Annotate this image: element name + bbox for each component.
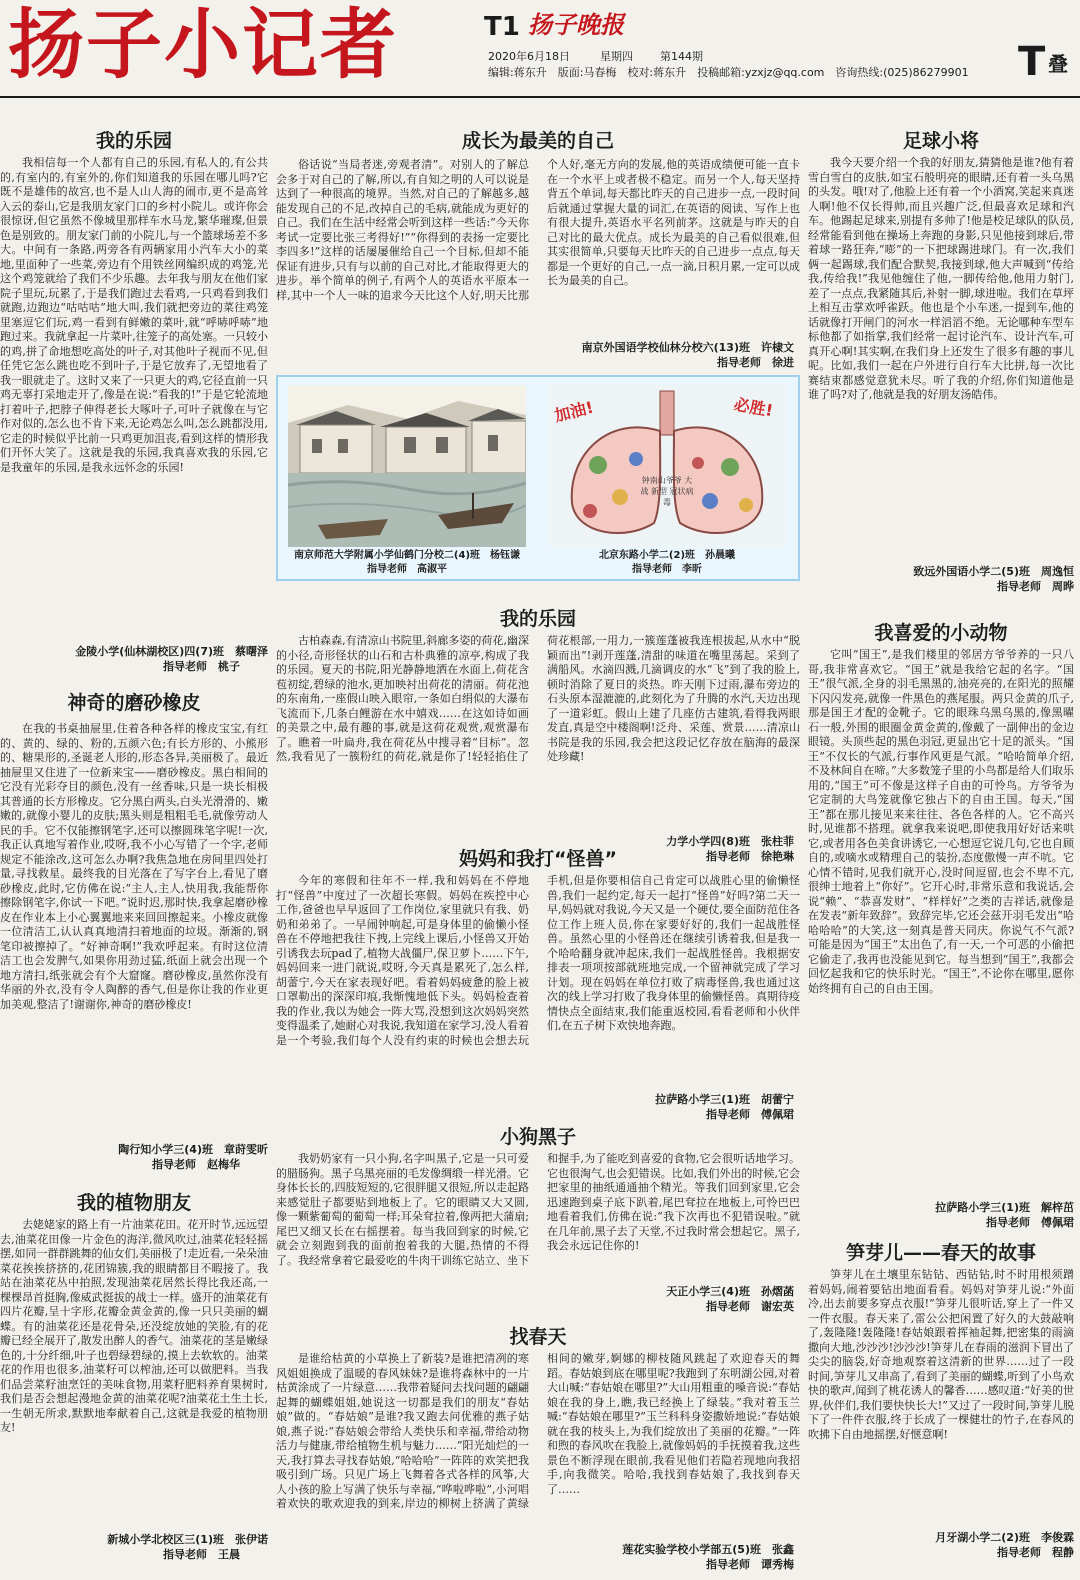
- lung-painting-text: 钟南山爷爷 大战 新型 冠状病毒: [640, 476, 694, 507]
- article-title: 足球小将: [902, 130, 979, 152]
- issue-date: 2020年6月18日: [488, 50, 570, 63]
- artwork-left-school: 南京师范大学附属小学仙鹤门分校二(4)班 杨钰谦: [293, 550, 521, 561]
- article-title: 神奇的磨砂橡皮: [67, 692, 201, 714]
- article-body: 我今天要介绍一个我的好朋友,猜猜他是谁?他有着雪白雪白的皮肤,如宝石般明亮的眼睛,还有着一头乌黑的头发。哦!对了,他脸上还有着一个小酒窝,笑起来真迷人啊!他不仅长得帅,而且兴趣广泛,但最喜欢足球和汽车。他踢起足球来,别提有多帅了!他是校足球队的队员,经常能看到他在操场上奔跑的身影,只见他接到球后,带着球一路狂奔,“嘭”的一下把球踢进球门。有一次,我们俩一起踢球,我们配合默契,我接到球,他大声喊到“传给我,传给我!”我见他缠住了他,一脚传给他,他用力射门,差了一点点,我紧随其后,补射一脚,球进啦。我们在草坪上相互击掌欢呼雀跃。他也是个小车迷,一提到车,他的话就像打开闸门的河水一样滔滔不绝。无论哪种车型车标他都了如指掌,我们经常一起讨论汽车、设计汽车,可真开心啊!其实啊,在我们身上还发生了很多有趣的事儿呢。比如,我们一起在户外进行自行车大比拼,每一次比赛结束都感觉意犹未尽。听了我的介绍,你们知道他是谁了吗?对了,他就是我的好朋友汤皓伟。: [808, 156, 1074, 401]
- artwork-panel: [276, 375, 800, 581]
- masthead-title: 扬子小记者: [8, 0, 398, 89]
- newspaper-logo: 扬子晚报: [528, 10, 624, 39]
- article-teacher: 指导老师 谭秀梅: [706, 1558, 794, 1571]
- article-my-paradise-1: [0, 128, 268, 674]
- article-teacher: 指导老师 傅佩珺: [706, 1108, 794, 1121]
- article-teacher: 指导老师 赵梅华: [152, 1158, 240, 1171]
- article-teacher: 指导老师 谢宏英: [706, 1300, 794, 1313]
- article-my-paradise-2: [276, 606, 800, 864]
- article-school: 天正小学三(4)班 孙熠菡: [666, 1285, 794, 1298]
- article-teacher: 指导老师 周晔: [997, 580, 1074, 593]
- staff-line: 编辑:蒋东升 版面:马春梅 校对:蒋东升 投稿邮箱:yzxjz@qq.com 咨询热线:(025)86279901: [488, 66, 969, 79]
- page-number: T1: [484, 12, 520, 42]
- article-puppy: [276, 1124, 800, 1314]
- article-monster: [276, 846, 800, 1122]
- article-teacher: 指导老师 徐艳琳: [706, 850, 794, 863]
- article-school: 致远外国语小学二(5)班 周逸恒: [913, 565, 1074, 578]
- article-body: 我相信每一个人都有自己的乐园,有私人的,有公共的,有室内的,有室外的,你们知道我的乐园在哪儿吗?它既不是雄伟的故宫,也不是人山人海的闹市,更不是高耸入云的泰山,它是我朋友家门口的乡村小院儿。或许你会很惊讶,但它虽然不像城里那样车水马龙,繁华璀璨,但景色是别致的。朋友家门前的小院儿,与一个篮球场差不多大。中间有一条路,两旁各有两辆家用小汽车大小的菜地,里面种了一些菜,旁边有个用铁丝网编织成的鸡笼,光这个鸡笼就给了我们不少乐趣。去年我与朋友在他们家院子里玩,玩累了,于是我们跑过去看鸡,一只鸡看到我们就跑,边跑边“咕咕咕”地大叫,我们就把旁边的菜往鸡笼里塞逗它们玩,鸡一看到有鲜嫩的菜叶,就“呼哧呼哧”地跑过来。我就拿起一片菜叶,往笼子的高处塞。一只较小的鸡,拼了命地想吃高处的叶子,对其他叶子视而不见,但任凭它怎么跳也吃不到叶子,于是它放弃了,无望地看了我一眼就走了。这时又来了一只更大的鸡,它径直前一只鸡无辜打采地走开了,像是在说:“看我的!”于是它轮流地打着叶子,把脖子伸得老长大啄叶子,可叶子就像在与它作对似的,怎么也不肯下来,无论鸡怎么叫,怎么跳都没用,它走的时候似乎比前一只鸡更加沮丧,看到这样的情形我们开怀大笑了。这就是我的乐园,我真喜欢我的乐园,它是我童年的乐园,是我永远怀念的乐园!: [0, 156, 268, 474]
- article-title: 我的乐园: [499, 608, 576, 630]
- article-school: 金陵小学(仙林湖校区)四(7)班 蔡曙泽: [75, 645, 268, 658]
- article-body: 它叫“国王”,是我们楼里的邻居方爷爷养的一只八哥,我非常喜欢它。“国王”就是我给它起的名字。“国王”很气派,全身的羽毛黑黑的,油亮亮的,在阳光的照耀下闪闪发亮,就像一件黑色的燕尾服。两只金黄的爪子,那是国王才配的金靴子。它的眼珠乌黑乌黑的,像黑曜石一般,外围的眼圈金黄金黄的,像戴了一副伸出的金边眼镜。头顶些起的黑色羽冠,更显出它十足的派头。“国王”不仅长的气派,行事作风更是气派。“哈哈简单介绍,不及林间自在啼。”大多数笼子里的小鸟都是给人们取乐用的,“国王”可不像是这样子自由的可怜鸟。方爷爷为它定制的大鸟笼就像它独占下的自由王国。每天,“国王”都在那儿接见来来往往、各色各样的人。它不高兴时,见谁都不搭理。就拿我来说吧,即使我用好好话来哄它,或者用各色美食讲诱它,一心想逗它说几句,它也自顾自的,或嘀水或精理自己的装扮,态度傲慢一声不吭。它心情不错时,见我们就开心,没时间逗留,也会不卑不亢,很绅士地着上“你好”。它开心时,非常乐意和我说话,会说“赖”、“恭喜发财”、“样样好”之类的吉祥话,就像是在发表“新年致辞”。致辞完毕,它还会兹开羽毛发出“哈哈哈哈”的大笑,这一刻真是普天同庆。你说气不气派?可能是因为“国王”太出色了,有一天,一个可恶的小偷把它偷走了,我再也没能见到它。每当想到“国王”,我都会回忆起我和它的快乐时光。“国王”,不论你在哪里,愿你始终拥有自己的自由王国。: [808, 648, 1074, 995]
- article-school: 月牙湖小学二(2)班 李俊霖: [935, 1531, 1074, 1544]
- article-school: 陶行知小学三(4)班 章莳雯昕: [118, 1143, 268, 1156]
- article-bamboo: [808, 1240, 1074, 1560]
- cheer-text-left: 加油!: [552, 397, 596, 426]
- cheer-text-right: 必胜!: [732, 394, 775, 421]
- article-title: 妈妈和我打“怪兽”: [459, 848, 617, 870]
- masthead-rule: [0, 96, 1080, 98]
- issue-weekday: 星期四: [600, 50, 633, 63]
- article-title: 笋芽儿——春天的故事: [845, 1242, 1036, 1264]
- article-body: 俗话说“当局者迷,旁观者清”。对别人的了解总会多于对自己的了解,所以,有自知之明的人可以说是达到了一种很高的境界。当然,对自己的了解越多,越能发现自己的不足,改掉自己的毛病,就能成为更好的自己。我们在生活中经常会听到这样一些话:“今天你考试一定要比张三考得好!”“你得到的表扬一定要比李四多!”这样的话屡屡催给自己一个目标,但却不能保证有进步,只有与以前的自己对比,才能取得更大的进步。举个简单的例子,有两个人的英语水平原本一样,其中一个人一味的追求今天比这个人好,明天比那个人好,毫无方向的发展,他的英语成绩便可能一直卡在一个水平上或者极不稳定。而另一个人,每天坚持背五个单词,每天都比昨天的自己进步一点,一段时间后就通过掌握大量的词汇,在英语的阅读、写作上也有很大提升,英语水平名列前茅。这就是与昨天的自己对比的最大优点。成长为最美的自己看似很难,但其实很简单,只要每天比昨天的自己进步一点点,每天都是一个更好的自己,一点一滴,日积月累,一定可以成长为最美的自己。: [276, 158, 800, 302]
- article-school: 拉萨路小学三(1)班 解梓茁: [935, 1201, 1074, 1214]
- artwork-right-teacher: 指导老师 李昕: [632, 564, 702, 575]
- watercolor-painting: [288, 385, 526, 547]
- article-body: 是谁给枯黄的小草换上了新装?是谁把清冽的寒风姐姐换成了温暖的春风妹妹?是谁将森林中的一片枯黄涂成了一片绿意……我带着疑问去找问题的翩翩起舞的蝴蝶姐姐,她说这一切都是我们的朋友“春姑娘”做的。“春姑娘”是谁?我又跑去问优雅的燕子姑娘,燕子说:“春姑娘会带给人类快乐和幸福,带给动物活力与健康,带给植物生机与魅力……”阳光灿烂的一天,我打算去寻找春姑娘,“哈哈哈”一阵阵的欢笑把我吸引到广场。只见广场上飞舞着各式各样的风筝,大人小孩的脸上写满了快乐与幸福,“哗啦哗啦”,小河唱着欢快的歌欢迎我的到来,岸边的柳树上挤满了黄绿相间的嫩芽,婀娜的柳枝随风跳起了欢迎春天的舞蹈。春姑娘到底在哪里呢?我跑到了东明湖公园,对着大山喊:“春姑娘在哪里?”大山用粗重的嗓音说:“春姑娘在我的身上,瞧,我已经换上了绿装。”我对着玉兰喊:“春姑娘在哪里?”玉兰科科身姿撒娇地说:“春姑娘就在我的枝头上,为我们绽放出了美丽的花瓣。”一阵和煦的春风吹在我脸上,就像妈妈的手抚摸着我,这些景色不断浮现在眼前,我看见他们若隐若现地向我招手,向我微笑。哈哈,我找到春姑娘了,我找到春天了……: [276, 1352, 800, 1510]
- article-teacher: 指导老师 桃子: [163, 660, 240, 673]
- article-title: 成长为最美的自己: [461, 130, 614, 152]
- section-char: 叠: [1048, 52, 1068, 76]
- article-school: 莲花实验学校小学部五(5)班 张鑫: [622, 1543, 794, 1556]
- article-school: 新城小学北校区三(1)班 张伊诺: [107, 1533, 268, 1546]
- section-letter: T: [1018, 39, 1046, 85]
- article-title: 我的乐园: [95, 130, 172, 152]
- article-spring: [276, 1324, 800, 1572]
- article-body: 笋芽儿在土壤里东钻钻、西钻钻,时不时用根须蹭着妈妈,闹着要钻出地面看看。妈妈对笋芽儿说:“外面冷,出去前要多穿点衣服!”笋芽儿很听话,穿上了一件又一件衣服。春天来了,雷公公把闲置了好久的大鼓敲响了,轰隆隆!轰隆隆!春姑娘跟着挥袖起舞,把密集的雨滴撒向大地,沙沙沙!沙沙沙!笋芽儿在春雨的滋润下冒出了尖尖的脑袋,好奇地观察着这清新的世界……过了一段时间,笋芽儿又串高了,看到了美丽的蝴蝶,听到了小鸟欢快的歌声,闻到了桃花诱人的馨香……感叹道:“好美的世界,伙伴们,我们要快快长大!”又过了一段时间,笋芽儿脱下了一件件衣服,终于长成了一棵健壮的竹子,在春风的吹拂下自由地摇摆,好惬意啊!: [808, 1268, 1074, 1441]
- artwork-left-teacher: 指导老师 高淑平: [367, 564, 447, 575]
- article-body: 我奶奶家有一只小狗,名字叫黑子,它是一只可爱的腊肠狗。黑子乌黑亮丽的毛发像绸缎一样光滑。它身体长长的,四肢短短的,它很胖腿又很短,所以走起路来感觉肚子都要贴到地板上了。它的眼睛又大又圆,像一颗紫葡萄的葡萄一样;耳朵耷拉着,像两把大蒲扇;尾巴又细又长在右摇摆着。每当我回到家的时候,它就会立刻跑到我的面前抱着我的大腿,热情的不得了。我经常拿着它最爱吃的牛肉干训练它站立、坐下和握手,为了能吃到喜爱的食物,它会很听话地学习。它也很淘气,也会犯错误。比如,我们外出的时候,它会把家里的抽纸通通抽个精光。等我们回到家里,它会迅速跑到桌子底下趴着,尾巴耷拉在地板上,可怜巴巴地看着我们,仿佛在说:“我下次再也不犯错误啦。”就在几年前,黑子去了天堂,不过我时常会想起它。黑子,我会永远记住你的!: [276, 1152, 800, 1267]
- article-title: 我喜爱的小动物: [874, 622, 1008, 644]
- article-title: 我的植物朋友: [76, 1192, 191, 1214]
- article-school: 拉萨路小学三(1)班 胡蕾宁: [655, 1093, 794, 1106]
- article-teacher: 指导老师 傅佩珺: [986, 1216, 1074, 1229]
- article-teacher: 指导老师 徐进: [717, 356, 794, 369]
- article-body: 去姥姥家的路上有一片油菜花田。花开时节,远远望去,油菜花田像一片金色的海洋,微风吹过,油菜花轻轻摇摆,如同一群群跳舞的仙女们,美丽极了!走近看,一朵朵油菜花挨挨挤挤的,花团锦簇,我的眼睛都目不暇接了。我站在油菜花丛中拍照,发现油菜花居然长得比我还高,一棵棵昂首挺胸,像威武挺拔的战士一样。盛开的油菜花有四片花瓣,呈十字形,花瓣金黄金黄的,像一只只美丽的蝴蝶。有的油菜花还是花骨朵,还没绽放她的笑脸,有的花瓣已经全展开了,散发出醉人的香气。油菜花的茎是嫩绿色的,十分纤细,叶子也碧绿碧绿的,摸上去软软的。油菜花的作用也很多,油菜籽可以榨油,还可以做肥料。当我们品尝菜籽油烹饪的美味食物,用菜籽肥料养育果树时,我们是否会想起漫地金黄的油菜花呢?油菜花土生土长,一生朝无所求,默默地奉献着自己,这就是我爱的植物朋友!: [0, 1218, 268, 1434]
- article-plant-friend: [0, 1190, 268, 1562]
- article-body: 古柏森森,有清凉山书院里,斜廊多姿的荷花,幽深的小径,奇形怪状的山石和古朴典雅的凉亭,构成了我的乐园。夏天的书院,阳光静静地洒在水面上,荷花含苞初绽,碧绿的池水,更加映衬出荷花的清丽。荷花池的东南角,一座假山映入眼帘,一条如白绢似的大瀑布飞流而下,几条白鲤游在水中嬉戏……在这如诗如画的美景之中,最有趣的事,就是这荷花观赏,观赏瀑布了。瞧着一叶扁舟,我在荷花丛中搜寻着“目标”。忽然,我看见了一簇粉红的荷花,就是你了!轻轻掐住了荷花根部,一用力,一簇莲蓬被我连根拔起,从水中“脱颖而出”!剥开莲蓬,清甜的味道在嘴里荡起。采到了满船风。水滴四溅,几滴调皮的水“飞”到了我的脸上,顿时消除了夏日的炎热。昨天刚下过雨,瀑布旁边的石头原本湿漉漉的,此刻化为了升腾的水汽,天边出现了一道彩虹。假山上建了几座仿古建筑,看得我两眼发直,真是空中楼阁啊!泛舟、采莲、赏景……清凉山书院是我的乐园,我会把这段记忆存放在脑海的最深处珍藏!: [276, 634, 800, 763]
- article-title: 小狗黑子: [499, 1126, 576, 1148]
- article-school: 南京外国语学校仙林分校六(13)班 许棣文: [581, 341, 794, 354]
- artwork-right-school: 北京东路小学二(2)班 孙晨曦: [598, 550, 736, 561]
- article-teacher: 指导老师 王晨: [163, 1548, 240, 1561]
- article-school: 力学小学四(8)班 张柱菲: [666, 835, 794, 848]
- article-body: 今年的寒假和往年不一样,我和妈妈在不停地打“怪兽”中度过了一次超长寒假。妈妈在疾控中心工作,爸爸也早早返回了工作岗位,家里就只有我、奶奶和弟弟了。一早闹钟响起,可是身体里的偷懒小怪兽在不停地把我往下拽,上完线上课后,小怪兽又开始引诱我去玩pad了,植物大战僵尸,保卫萝卜……下午,妈妈回来一进门就说,哎呀,今天真是累死了,怎么样,胡蕾宁,今天在家表现好吧。看着妈妈疲惫的脸上被口罩勒出的深深印痕,我惭愧地低下头。妈妈检查着我的作业,我以为她会一阵大骂,没想到这次妈妈突然变得温柔了,她耐心对我说,我知道在家学习,没人看着是一个考验,我们每个人没有约束的时候也会想去玩手机,但是你要相信自己肯定可以战胜心里的偷懒怪兽,我们一起约定,每天一起打“怪兽”好吗?第二天一早,妈妈就对我说,今天又是一个硬仗,要全面防范住各位工作上班人员,你在家要好好的,我们一起战胜怪兽。虽然心里的小怪兽还在继续引诱着我,但是我一个哈哈翻身就冲起床,我们一起战胜怪兽。我根据安排表一项项按部就班地完成,一个留神就完成了学习计划。现在妈妈在单位打败了病毒怪兽,我也通过这次的线上学习打败了我身体里的偷懒怪兽。真期待疫情快点全面结束,我们能重返校园,看看老师和小伙伴们,在五子树下欢快地奔跑。: [276, 874, 800, 1047]
- article-grow-best-self: [276, 128, 800, 370]
- article-teacher: 指导老师 程静: [997, 1546, 1074, 1559]
- lung-painting: [548, 385, 786, 547]
- article-title: 找春天: [509, 1326, 567, 1348]
- issue-number: 第144期: [660, 50, 703, 63]
- article-pet: [808, 620, 1074, 1230]
- article-body: 在我的书桌抽屉里,住着各种各样的橡皮宝宝,有红的、黄的、绿的、粉的,五颜六色;有长方形的、小熊形的、糖果形的,圣诞老人形的,形态各异,美丽极了。最近抽屉里又住进了一位新来宝——磨砂橡皮。黑白相间的它没有光彩夺目的颜色,没有一丝香味,只是一块长相极其普通的长方形橡皮。它分黑白两头,白头光滑滑的、嫩嫩的,就像小婴儿的皮肤;黑头则是粗粗毛毛,就像劳动人民的手。它不仅能擦钢笔字,还可以擦圆珠笔字呢!一次,我正认真地写着作业,哎呀,我不小心写错了一个字,老师规定不能涂改,这可怎么办啊?我焦急地在房间里四处打量,寻找救星。最终我的目光落在了写字台上,看见了磨砂橡皮,此时,它仿佛在说:“主人,主人,快用我,我能帮你擦除钢笔字,你试一下吧。”说时迟,那时快,我拿起磨砂橡皮在作业本上小心翼翼地来来回回擦起来。小橡皮就像一位清洁工,认认真真地清扫着地面的垃圾。渐渐的,钢笔印被擦掉了。“好神奇啊!”我欢呼起来。有时这位清洁工也会发脾气,如果你用劲过猛,纸面上就会出现一个地方清扫,纸张就会有个大窟窿。磨砂橡皮,虽然你没有华丽的外衣,没有令人陶醉的香气,但是你让我的作业更加美观,整洁了!谢谢你,神奇的磨砂橡皮!: [0, 722, 268, 1011]
- article-football: [808, 128, 1074, 594]
- article-magic-eraser: [0, 690, 268, 1172]
